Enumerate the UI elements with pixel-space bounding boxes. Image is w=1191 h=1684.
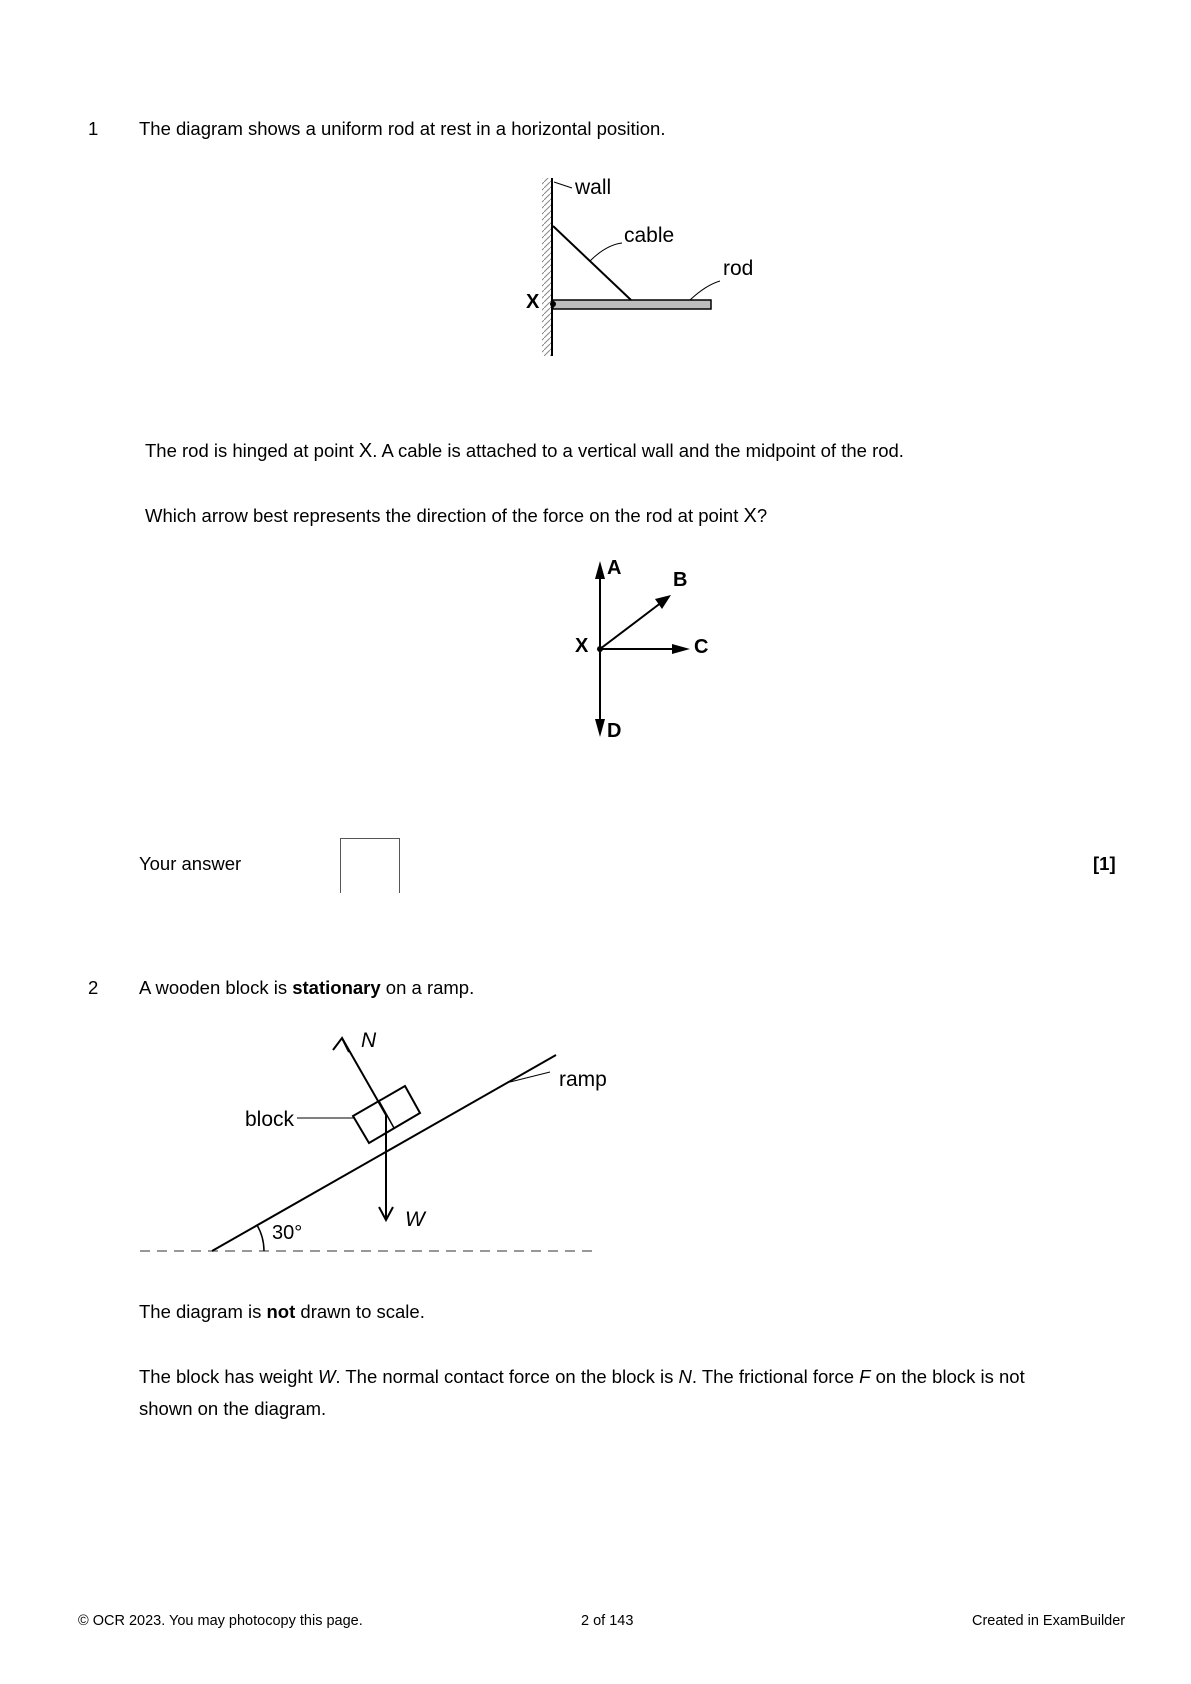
- question-2-intro: A wooden block is stationary on a ramp.: [139, 977, 475, 998]
- block-label: block: [245, 1108, 295, 1131]
- answer-label: Your answer: [139, 853, 242, 874]
- arrow-d-head: [595, 719, 605, 737]
- hinge-point-x: [550, 301, 556, 307]
- rod-label: rod: [723, 257, 754, 280]
- cable: [553, 226, 631, 300]
- wall: [542, 178, 552, 356]
- angle-label: 30°: [272, 1222, 303, 1244]
- option-b-label: B: [673, 569, 688, 591]
- footer-page-number: 2 of 143: [581, 1613, 634, 1629]
- angle-arc: [257, 1225, 264, 1251]
- ramp-surface: [212, 1055, 556, 1251]
- question-1-description: The rod is hinged at point X. A cable is attached to a vertical wall and the midpoint of the rod.: [145, 440, 904, 462]
- footer-created: Created in ExamBuilder: [972, 1613, 1126, 1629]
- question-2-description: The block has weight W. The normal contact force on the block is N. The frictional force F on the block is not: [139, 1366, 1025, 1387]
- option-d-label: D: [607, 720, 622, 742]
- question-2-number: 2: [88, 977, 99, 998]
- point-x-label: X: [526, 291, 540, 313]
- cable-label: cable: [624, 224, 675, 247]
- marks-label: [1]: [1093, 853, 1116, 874]
- arrow-a-head: [595, 561, 605, 579]
- option-a-label: A: [607, 557, 622, 579]
- question-1-question: Which arrow best represents the direction of the force on the rod at point X?: [145, 505, 768, 527]
- rod-pointer: [690, 281, 720, 300]
- question-1-number: 1: [88, 118, 99, 139]
- weight-label: W: [405, 1208, 425, 1231]
- ramp-label: ramp: [559, 1068, 607, 1091]
- footer-copyright: © OCR 2023. You may photocopy this page.: [78, 1613, 363, 1629]
- arrow-b: [600, 602, 662, 649]
- wall-pointer: [554, 182, 572, 188]
- arrow-b-head: [655, 595, 671, 609]
- normal-force-label: N: [361, 1029, 377, 1052]
- question-2-description-line2: shown on the diagram.: [139, 1398, 327, 1419]
- question-1-intro: The diagram shows a uniform rod at rest in a horizontal position.: [139, 118, 666, 139]
- normal-force-head: [333, 1038, 349, 1052]
- cable-pointer: [590, 243, 622, 261]
- scale-note: The diagram is not drawn to scale.: [139, 1301, 425, 1322]
- ramp-diagram: [130, 1030, 610, 1260]
- rod: [553, 300, 711, 309]
- arrow-c-head: [672, 644, 690, 654]
- origin-x-label: X: [575, 635, 589, 657]
- wall-label: wall: [575, 176, 612, 199]
- origin-point-x: [597, 646, 603, 652]
- option-c-label: C: [694, 636, 709, 658]
- answer-box[interactable]: [340, 838, 400, 893]
